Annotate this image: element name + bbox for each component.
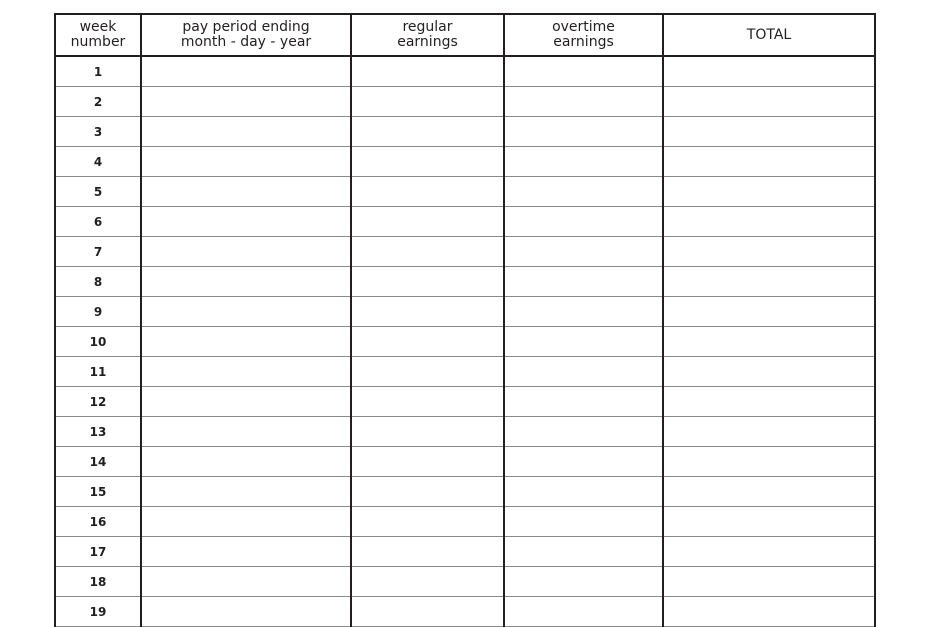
overtime-earnings-cell[interactable] — [504, 117, 663, 147]
pay-period-cell[interactable] — [141, 567, 351, 597]
overtime-earnings-cell[interactable] — [504, 297, 663, 327]
table-row — [55, 357, 875, 387]
total-cell[interactable] — [663, 537, 875, 567]
total-cell[interactable] — [663, 477, 875, 507]
pay-period-cell[interactable] — [141, 237, 351, 267]
table-row — [55, 327, 875, 357]
regular-earnings-cell[interactable] — [351, 56, 504, 87]
total-cell[interactable] — [663, 87, 875, 117]
total-cell[interactable] — [663, 447, 875, 477]
table-row — [55, 87, 875, 117]
overtime-earnings-cell[interactable] — [504, 447, 663, 477]
week-number-header-line-1: week — [79, 19, 117, 35]
week-number-cell: 14 — [55, 447, 141, 477]
overtime-earnings-cell[interactable] — [504, 567, 663, 597]
regular-earnings-cell[interactable] — [351, 177, 504, 207]
overtime-earnings-cell[interactable] — [504, 56, 663, 87]
overtime-earnings-cell[interactable] — [504, 147, 663, 177]
table-row — [55, 207, 875, 237]
regular-earnings-cell[interactable] — [351, 207, 504, 237]
regular-earnings-cell[interactable] — [351, 417, 504, 447]
pay-period-cell[interactable] — [141, 327, 351, 357]
regular-earnings-cell[interactable] — [351, 507, 504, 537]
regular-earnings-cell[interactable] — [351, 237, 504, 267]
table-row — [55, 387, 875, 417]
table-row — [55, 447, 875, 477]
week-number-cell: 6 — [55, 207, 141, 237]
week-number-header-line-2: number — [70, 34, 126, 50]
regular-earnings-cell[interactable] — [351, 267, 504, 297]
pay-period-cell[interactable] — [141, 267, 351, 297]
total-cell[interactable] — [663, 357, 875, 387]
table-row — [55, 477, 875, 507]
week-number-cell: 1 — [55, 56, 141, 87]
total-cell[interactable] — [663, 597, 875, 627]
table-row — [55, 297, 875, 327]
table-row — [55, 597, 875, 627]
pay-period-header — [141, 14, 351, 56]
overtime-earnings-cell[interactable] — [504, 417, 663, 447]
total-cell[interactable] — [663, 177, 875, 207]
regular-earnings-cell[interactable] — [351, 357, 504, 387]
total-header — [663, 14, 875, 56]
total-cell[interactable] — [663, 207, 875, 237]
table-row — [55, 567, 875, 597]
regular-earnings-header-line-2: earnings — [397, 34, 458, 50]
week-number-cell: 8 — [55, 267, 141, 297]
overtime-earnings-cell[interactable] — [504, 177, 663, 207]
regular-earnings-header-line-1: regular — [402, 19, 453, 35]
regular-earnings-cell[interactable] — [351, 117, 504, 147]
week-number-cell: 2 — [55, 87, 141, 117]
regular-earnings-cell[interactable] — [351, 537, 504, 567]
earnings-table — [54, 13, 876, 627]
week-number-cell: 4 — [55, 147, 141, 177]
regular-earnings-cell[interactable] — [351, 597, 504, 627]
table-row — [55, 237, 875, 267]
overtime-earnings-cell[interactable] — [504, 357, 663, 387]
overtime-earnings-cell[interactable] — [504, 87, 663, 117]
pay-period-header-line-1: pay period ending — [182, 19, 310, 35]
week-number-cell: 9 — [55, 297, 141, 327]
pay-period-cell[interactable] — [141, 87, 351, 117]
regular-earnings-cell[interactable] — [351, 387, 504, 417]
regular-earnings-cell[interactable] — [351, 567, 504, 597]
table-row — [55, 147, 875, 177]
pay-period-header-line-2: month - day - year — [180, 34, 312, 50]
regular-earnings-cell[interactable] — [351, 87, 504, 117]
week-number-cell: 17 — [55, 537, 141, 567]
week-number-cell: 3 — [55, 117, 141, 147]
pay-period-cell[interactable] — [141, 297, 351, 327]
overtime-earnings-cell[interactable] — [504, 237, 663, 267]
pay-period-cell[interactable] — [141, 417, 351, 447]
overtime-earnings-cell[interactable] — [504, 537, 663, 567]
overtime-earnings-header-line-2: earnings — [553, 34, 614, 50]
total-cell[interactable] — [663, 237, 875, 267]
pay-period-cell[interactable] — [141, 177, 351, 207]
week-number-cell: 11 — [55, 357, 141, 387]
regular-earnings-header — [351, 14, 504, 56]
regular-earnings-cell[interactable] — [351, 327, 504, 357]
total-cell[interactable] — [663, 387, 875, 417]
week-number-cell: 16 — [55, 507, 141, 537]
total-cell[interactable] — [663, 56, 875, 87]
overtime-earnings-cell[interactable] — [504, 387, 663, 417]
week-number-cell: 5 — [55, 177, 141, 207]
total-cell[interactable] — [663, 567, 875, 597]
header-row — [55, 14, 875, 56]
overtime-earnings-cell[interactable] — [504, 267, 663, 297]
total-cell[interactable] — [663, 327, 875, 357]
total-cell[interactable] — [663, 417, 875, 447]
week-number-cell: 10 — [55, 327, 141, 357]
earnings-table-body — [55, 56, 875, 627]
table-row — [55, 56, 875, 87]
overtime-earnings-cell[interactable] — [504, 207, 663, 237]
regular-earnings-cell[interactable] — [351, 477, 504, 507]
pay-period-cell[interactable] — [141, 597, 351, 627]
week-number-cell: 13 — [55, 417, 141, 447]
pay-period-cell[interactable] — [141, 357, 351, 387]
pay-period-cell[interactable] — [141, 537, 351, 567]
total-cell[interactable] — [663, 507, 875, 537]
earnings-record-sheet — [54, 13, 874, 627]
pay-period-cell[interactable] — [141, 147, 351, 177]
total-cell[interactable] — [663, 117, 875, 147]
table-row — [55, 177, 875, 207]
overtime-earnings-cell[interactable] — [504, 507, 663, 537]
pay-period-cell[interactable] — [141, 477, 351, 507]
total-header-label: TOTAL — [746, 26, 792, 43]
total-cell[interactable] — [663, 297, 875, 327]
pay-period-cell[interactable] — [141, 387, 351, 417]
regular-earnings-cell[interactable] — [351, 297, 504, 327]
week-number-cell: 12 — [55, 387, 141, 417]
table-row — [55, 267, 875, 297]
regular-earnings-cell[interactable] — [351, 447, 504, 477]
week-number-cell: 15 — [55, 477, 141, 507]
overtime-earnings-cell[interactable] — [504, 477, 663, 507]
overtime-earnings-cell[interactable] — [504, 327, 663, 357]
week-number-header — [55, 14, 141, 56]
table-row — [55, 417, 875, 447]
table-row — [55, 507, 875, 537]
regular-earnings-cell[interactable] — [351, 147, 504, 177]
overtime-earnings-header-line-1: overtime — [552, 19, 615, 35]
table-row — [55, 537, 875, 567]
pay-period-cell[interactable] — [141, 447, 351, 477]
pay-period-cell[interactable] — [141, 507, 351, 537]
total-cell[interactable] — [663, 147, 875, 177]
pay-period-cell[interactable] — [141, 207, 351, 237]
total-cell[interactable] — [663, 267, 875, 297]
week-number-cell: 19 — [55, 597, 141, 627]
pay-period-cell[interactable] — [141, 117, 351, 147]
overtime-earnings-header — [504, 14, 663, 56]
pay-period-cell[interactable] — [141, 56, 351, 87]
overtime-earnings-cell[interactable] — [504, 597, 663, 627]
table-row — [55, 117, 875, 147]
week-number-cell: 18 — [55, 567, 141, 597]
week-number-cell: 7 — [55, 237, 141, 267]
